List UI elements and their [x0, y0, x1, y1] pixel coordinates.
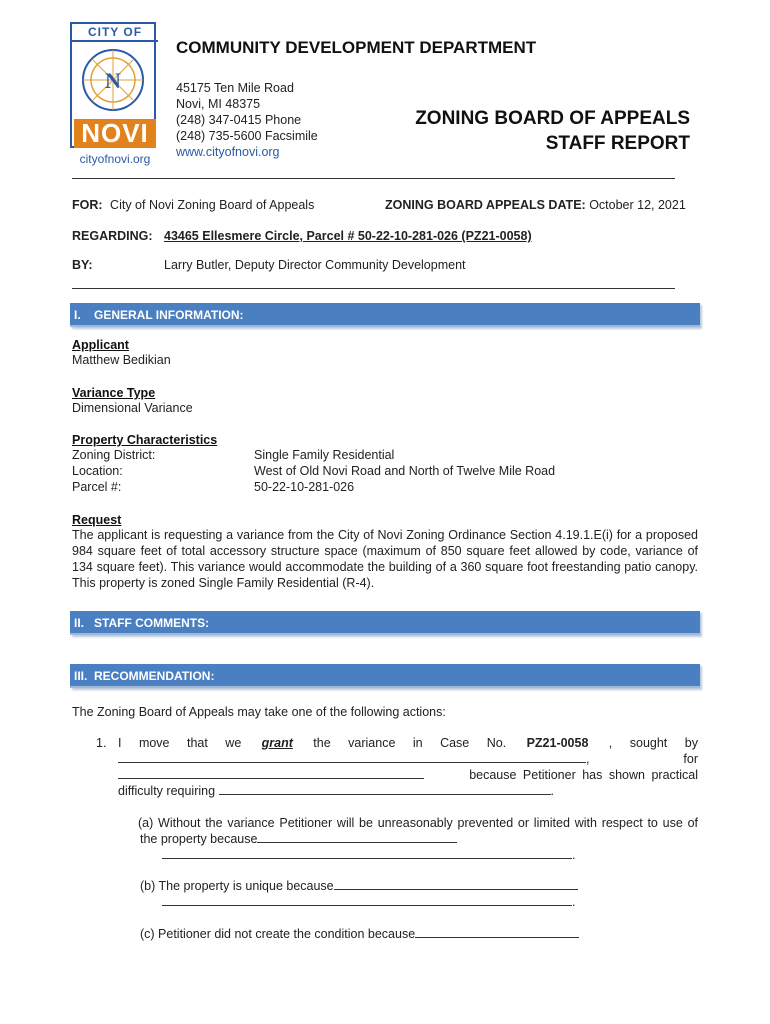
item-a-blank-1[interactable] [257, 831, 457, 843]
address-block [176, 80, 318, 160]
report-title [380, 106, 690, 156]
regarding-label: REGARDING: [72, 229, 153, 243]
address-line: (248) 735-5600 Facsimile [176, 129, 318, 143]
item1-line1 [118, 735, 698, 751]
item1-line3 [118, 767, 698, 783]
by-value: Larry Butler, Deputy Director Community Development [164, 258, 466, 272]
section-recommendation-title: III. RECOMMENDATION: [74, 669, 215, 683]
location-row [72, 463, 692, 479]
logo-url: cityofnovi.org [79, 152, 151, 166]
by-label: BY: [72, 258, 93, 272]
item1-for: for [683, 752, 698, 766]
item-c [140, 926, 579, 942]
date-label: ZONING BOARD APPEALS DATE: [385, 198, 586, 212]
meta-divider [72, 288, 675, 289]
logo-frame [70, 22, 156, 148]
item1-mid: the variance in Case No. [313, 736, 507, 750]
item1-case: PZ21-0058 [526, 736, 589, 750]
item-b [140, 878, 578, 894]
wheel-icon [72, 42, 154, 118]
location-value: West of Old Novi Road and North of Twelve Mile Road [254, 464, 556, 478]
report-title-line-1: ZONING BOARD OF APPEALS [415, 108, 690, 129]
section-staff-header [70, 611, 700, 635]
department-title: COMMUNITY DEVELOPMENT DEPARTMENT [176, 38, 537, 57]
item-b-blank-2[interactable] [162, 894, 572, 906]
request-label: Request [72, 513, 122, 527]
header-divider [72, 178, 675, 179]
regarding-value: 43465 Ellesmere Circle, Parcel # 50-22-10-281-026 (PZ21-0058) [164, 229, 532, 243]
property-label: Property Characteristics [72, 433, 218, 447]
item1-grant: grant [261, 736, 293, 750]
website-link[interactable]: www.cityofnovi.org [176, 145, 280, 159]
item-a-blank-2[interactable] [162, 847, 572, 859]
item1-number: 1. [96, 736, 107, 750]
item-a [140, 815, 698, 847]
city-logo [70, 22, 158, 172]
section-general-title: I. GENERAL INFORMATION: [74, 308, 244, 322]
for-value: City of Novi Zoning Board of Appeals [110, 198, 315, 212]
item1-blank-3[interactable] [219, 783, 551, 795]
item-a-line3: . [162, 847, 575, 863]
parcel-value: 50-22-10-281-026 [254, 480, 355, 494]
item1-difficulty: difficulty requiring [118, 784, 216, 798]
item-a-text: (a) Without the variance Petitioner will be unreasonably prevented or limited with respect to use of the property because [138, 816, 698, 846]
variance-value: Dimensional Variance [72, 401, 193, 415]
parcel-row [72, 479, 692, 495]
svg-text:N: N [105, 68, 121, 93]
variance-block [72, 386, 193, 416]
applicant-value: Matthew Bedikian [72, 353, 171, 367]
address-line: 45175 Ten Mile Road [176, 81, 294, 95]
by-row [72, 258, 93, 272]
zoning-value: Single Family Residential [254, 448, 395, 462]
section-staff-title: II. STAFF COMMENTS: [74, 616, 210, 630]
date-value: October 12, 2021 [589, 198, 686, 212]
item-c-blank-1[interactable] [415, 926, 579, 938]
section-general-header [70, 303, 700, 327]
item1-post: , sought by [608, 736, 698, 750]
item-b-blank-1[interactable] [334, 878, 578, 890]
property-block [72, 433, 692, 495]
item1-blank-1[interactable] [118, 751, 586, 763]
applicant-block [72, 338, 171, 368]
for-row [72, 198, 314, 212]
regarding-value-wrap [164, 229, 532, 243]
item1-pre: I move that we [118, 736, 242, 750]
request-block [72, 513, 698, 591]
item1-blank-2[interactable] [118, 767, 424, 779]
report-title-line-2: STAFF REPORT [545, 133, 690, 154]
date-row [385, 198, 686, 212]
zoning-row [72, 447, 692, 463]
applicant-label: Applicant [72, 338, 129, 352]
for-label: FOR: [72, 198, 103, 212]
section-recommendation-header [70, 664, 700, 688]
item1-line2: , for [118, 751, 698, 767]
recommendation-intro: The Zoning Board of Appeals may take one of the following actions: [72, 705, 446, 719]
location-label: Location: [72, 464, 123, 478]
variance-label: Variance Type [72, 386, 156, 400]
logo-novi-text: NOVI [74, 119, 156, 148]
request-text: The applicant is requesting a variance from the City of Novi Zoning Ordinance Section 4.19.1.E(i) for a proposed 984 square feet of total accessory structure space (maximum of 850 square feet allowed by code, variance of 134 square feet). This variance would accommodate the building of a 360 square foot freestanding patio canopy. This property is zoned Single Family Residential (R-4). [72, 528, 698, 590]
item-c-text: (c) Petitioner did not create the condition because [140, 927, 416, 941]
item1-because: because Petitioner has shown practical [469, 768, 698, 782]
address-line: Novi, MI 48375 [176, 97, 261, 111]
item-b-text: (b) The property is unique because [140, 879, 334, 893]
logo-city-text: CITY OF [72, 24, 158, 42]
regarding-row [72, 229, 153, 243]
address-line: (248) 347-0415 Phone [176, 113, 302, 127]
item-b-line2: . [162, 894, 575, 910]
parcel-label: Parcel #: [72, 480, 122, 494]
zoning-label: Zoning District: [72, 448, 156, 462]
item1-line4: difficulty requiring . [118, 784, 555, 798]
